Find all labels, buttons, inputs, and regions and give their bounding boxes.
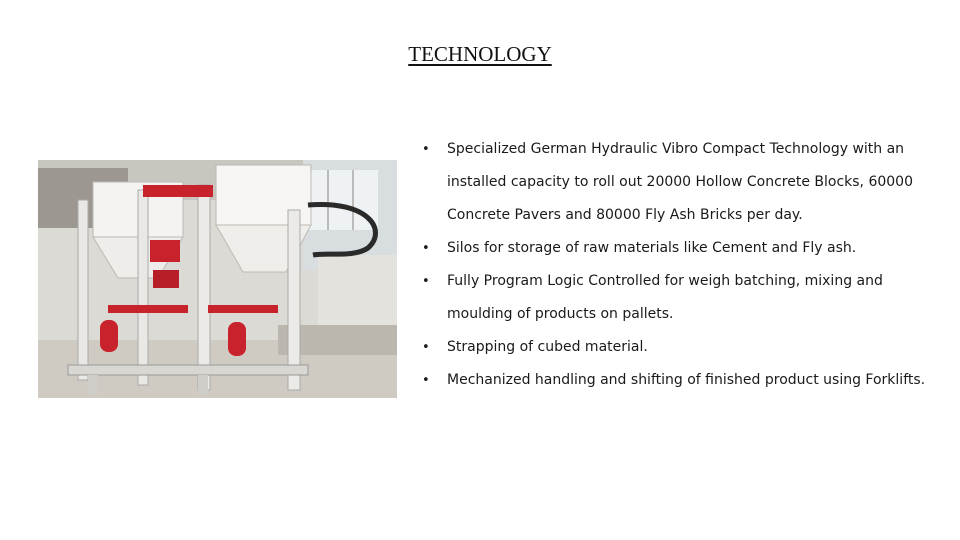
feature-item-technology: • Specialized German Hydraulic Vibro Compact Technology with an installed capacity to roll out 20000 Hollow Concrete Blocks, 60000 Concrete Pavers and 80000 Fly Ash Bricks per day. bbox=[420, 133, 930, 232]
feature-item-plc: • Fully Program Logic Controlled for weigh batching, mixing and moulding of products on pallets. bbox=[420, 265, 930, 331]
machine-photo bbox=[38, 160, 397, 398]
feature-item-strapping: • Strapping of cubed material. bbox=[420, 331, 930, 364]
slide-title: TECHNOLOGY bbox=[408, 42, 552, 66]
feature-list bbox=[420, 133, 930, 397]
feature-item-handling: • Mechanized handling and shifting of finished product using Forklifts. bbox=[420, 364, 930, 397]
feature-item-silos: • Silos for storage of raw materials like Cement and Fly ash. bbox=[420, 232, 930, 265]
